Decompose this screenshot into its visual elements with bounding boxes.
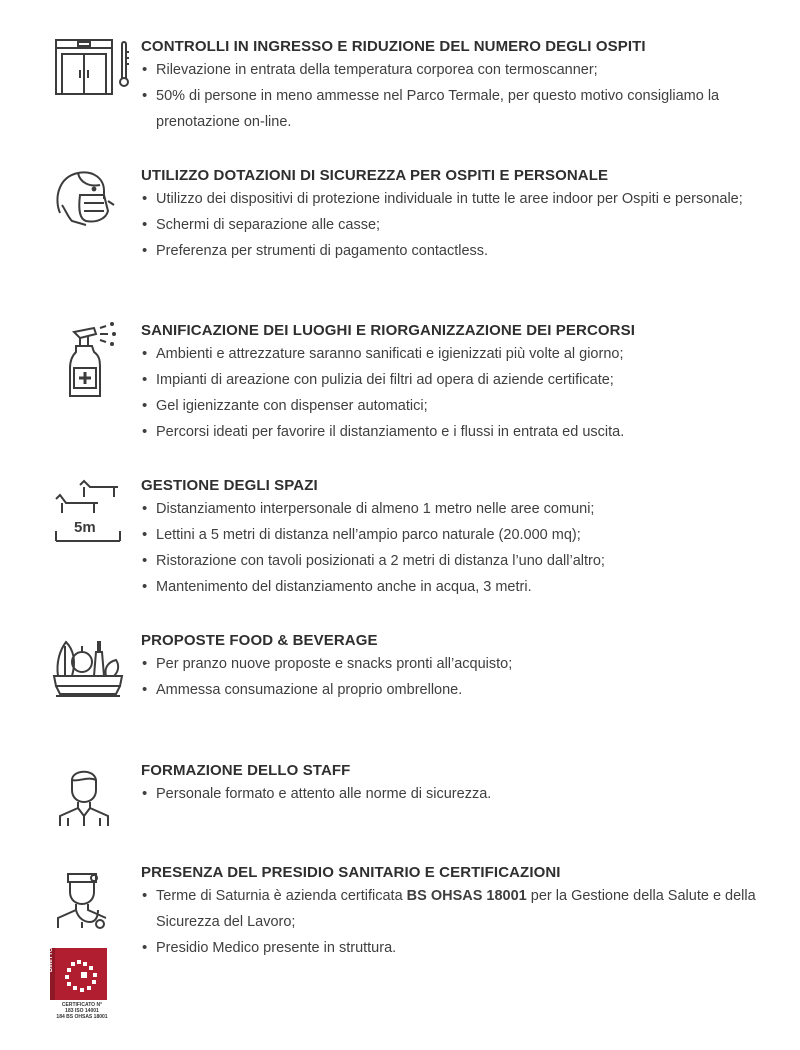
list-item: • Percorsi ideati per favorire il distanziamento e i flussi in entrata ed uscita.	[141, 419, 761, 445]
section-title: CONTROLLI IN INGRESSO E RIDUZIONE DEL NUMERO DEGLI OSPITI	[141, 38, 646, 55]
list-item: • Mantenimento del distanziamento anche in acqua, 3 metri.	[141, 574, 761, 600]
list-item: • Presidio Medico presente in struttura.	[141, 935, 761, 961]
item-list	[141, 57, 761, 135]
staff-person-icon	[50, 762, 130, 842]
list-item: • Personale formato e attento alle norme di sicurezza.	[141, 781, 761, 807]
cert-caption	[50, 1002, 114, 1020]
cert-mark-icon	[55, 948, 107, 1000]
list-item: • Gel igienizzante con dispenser automatici;	[141, 393, 761, 419]
item-text: Terme di Saturnia è azienda certificata	[156, 888, 407, 904]
list-item: • Rilevazione in entrata della temperatura corporea con termoscanner;	[141, 57, 761, 83]
cert-brand: DIMITTO	[48, 947, 54, 972]
section-title: FORMAZIONE DELLO STAFF	[141, 762, 351, 779]
sunbeds-distance-icon	[50, 477, 130, 557]
list-item: • 50% di persone in meno ammesse nel Parco Termale, per questo motivo consigliamo la prenotazione on-line.	[141, 83, 761, 135]
item-list	[141, 883, 761, 961]
cert-line: CERTIFICATO N°	[61, 1002, 103, 1008]
cert-line: 183 ISO 14001	[65, 1008, 99, 1014]
doors-thermometer-icon	[50, 34, 130, 114]
item-list	[141, 186, 761, 264]
cert-line: 184 BS OHSAS 18001	[56, 1014, 108, 1020]
list-item: • Preferenza per strumenti di pagamento contactless.	[141, 238, 761, 264]
spray-bottle-icon	[50, 318, 130, 398]
list-item: • Impianti di areazione con pulizia dei filtri ad opera di aziende certificate;	[141, 367, 761, 393]
item-list	[141, 341, 761, 445]
item-list	[141, 781, 761, 807]
section-title: UTILIZZO DOTAZIONI DI SICUREZZA PER OSPITI E PERSONALE	[141, 167, 609, 184]
list-item: • Ammessa consumazione al proprio ombrellone.	[141, 677, 761, 703]
certification-logo	[50, 948, 114, 1022]
food-basket-icon	[50, 632, 130, 712]
face-mask-icon	[50, 165, 130, 245]
doctor-stethoscope-icon	[50, 864, 130, 944]
list-item: • Ambienti e attrezzature saranno sanificati e igienizzati più volte al giorno;	[141, 341, 761, 367]
section-title: PROPOSTE FOOD & BEVERAGE	[141, 632, 378, 649]
list-item: • Ristorazione con tavoli posizionati a 2 metri di distanza l’uno dall’altro;	[141, 548, 761, 574]
list-item: • Utilizzo dei dispositivi di protezione individuale in tutte le aree indoor per Ospiti e personale;	[141, 186, 761, 212]
list-item	[141, 883, 761, 935]
certification-name: BS OHSAS 18001	[406, 888, 527, 904]
list-item: • Lettini a 5 metri di distanza nell’ampio parco naturale (20.000 mq);	[141, 522, 761, 548]
distance-label: 5m	[74, 519, 96, 536]
list-item: • Distanziamento interpersonale di almeno 1 metro nelle aree comuni;	[141, 496, 761, 522]
item-list	[141, 496, 761, 600]
cert-logo-box	[55, 948, 107, 1000]
section-title: GESTIONE DEGLI SPAZI	[141, 477, 318, 494]
list-item: • Schermi di separazione alle casse;	[141, 212, 761, 238]
item-text: per la Gestione della Salute e della Sicurezza del Lavoro;	[156, 888, 756, 930]
section-title: PRESENZA DEL PRESIDIO SANITARIO E CERTIFICAZIONI	[141, 864, 561, 881]
list-item: • Per pranzo nuove proposte e snacks pronti all’acquisto;	[141, 651, 761, 677]
section-title: SANIFICAZIONE DEI LUOGHI E RIORGANIZZAZIONE DEI PERCORSI	[141, 322, 635, 339]
item-list	[141, 651, 761, 703]
